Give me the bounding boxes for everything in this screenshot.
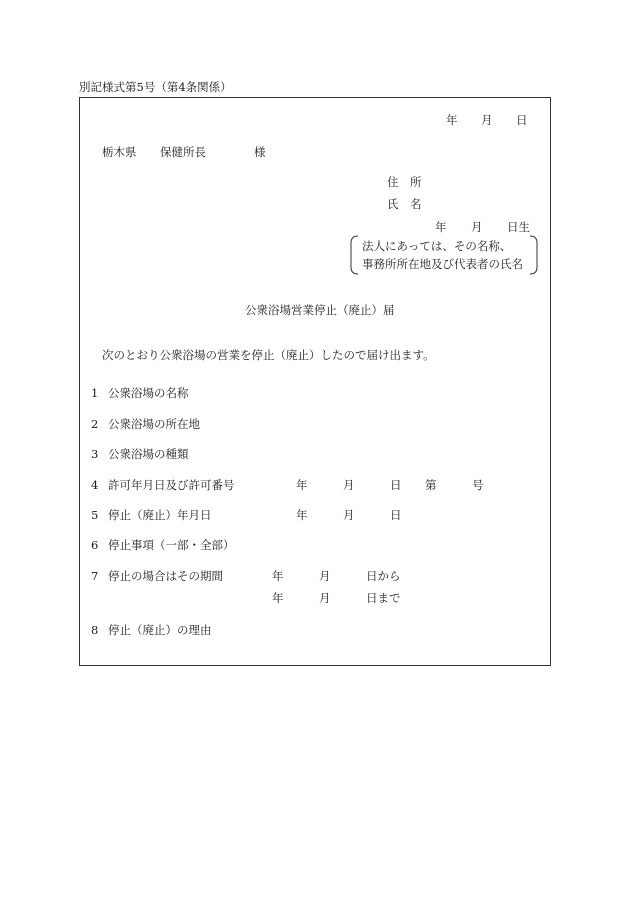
date-day: 日 (516, 113, 528, 127)
item-1-num: 1 (91, 386, 99, 400)
address-label: 住 所 (387, 175, 422, 189)
corp-note-line1: 法人にあっては、その名称、 (362, 239, 512, 253)
item-8-num: 8 (91, 623, 99, 637)
item-4-go: 号 (472, 478, 484, 492)
item-7-num: 7 (91, 569, 99, 583)
corp-note-line2: 事務所所在地及び代表者の氏名 (362, 257, 523, 271)
item-4-year: 年 (296, 478, 308, 492)
birth-day: 日生 (507, 220, 530, 234)
birth-year: 年 (435, 220, 447, 234)
item-2-num: 2 (91, 417, 99, 431)
item-2-label: 公衆浴場の所在地 (108, 417, 200, 431)
item-5-label: 停止（廃止）年月日 (108, 508, 212, 522)
item-7-from-year: 年 (272, 569, 284, 583)
item-3-num: 3 (91, 447, 99, 461)
date-year: 年 (446, 113, 458, 127)
item-5-month: 月 (343, 508, 355, 522)
item-4-num: 4 (91, 478, 99, 492)
item-1-label: 公衆浴場の名称 (108, 386, 189, 400)
item-5-day: 日 (390, 508, 402, 522)
item-3-label: 公衆浴場の種類 (108, 447, 189, 461)
item-4-day: 日 (390, 478, 402, 492)
item-4-label: 許可年月日及び許可番号 (108, 478, 235, 492)
birth-month: 月 (471, 220, 483, 234)
item-7-to-month: 月 (319, 591, 331, 605)
item-7-from-month: 月 (319, 569, 331, 583)
item-7-to-day: 日まで (366, 591, 401, 605)
item-5-year: 年 (296, 508, 308, 522)
addressee-prefecture: 栃木県 (102, 145, 137, 159)
item-8-label: 停止（廃止）の理由 (108, 623, 212, 637)
item-7-label: 停止の場合はその期間 (108, 569, 223, 583)
document-title: 公衆浴場営業停止（廃止）届 (245, 303, 395, 317)
item-7-to-year: 年 (272, 591, 284, 605)
addressee-office: 保健所長 (160, 145, 206, 159)
item-5-num: 5 (91, 508, 99, 522)
item-7-from-day: 日から (366, 569, 401, 583)
form-label: 別記様式第5号（第4条関係） (79, 80, 232, 94)
date-month: 月 (481, 113, 493, 127)
item-6-label: 停止事項（一部・全部） (108, 538, 235, 552)
addressee-honorific: 様 (254, 145, 266, 159)
name-label: 氏 名 (387, 197, 422, 211)
item-4-month: 月 (343, 478, 355, 492)
item-6-num: 6 (91, 538, 99, 552)
intro-text: 次のとおり公衆浴場の営業を停止（廃止）したので届け出ます。 (102, 348, 435, 362)
item-4-no: 第 (425, 478, 437, 492)
